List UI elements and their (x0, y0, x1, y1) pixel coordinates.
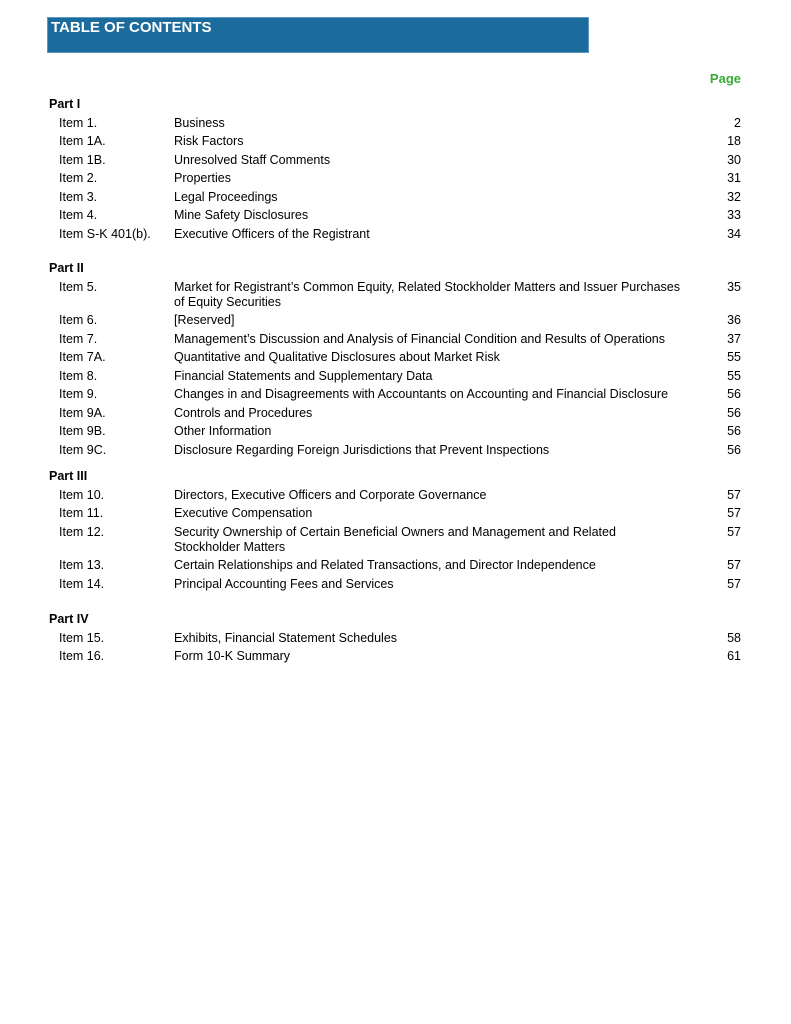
item-page: 55 (727, 368, 741, 383)
toc-row[interactable] (49, 486, 741, 505)
item-page: 57 (727, 576, 741, 591)
item-page: 30 (727, 152, 741, 167)
item-page: 37 (727, 331, 741, 346)
item-number: Item 9C. (59, 442, 107, 457)
item-title[interactable]: Management’s Discussion and Analysis of Financial Condition and Results of Operations (174, 331, 666, 346)
part-heading: Part I (49, 97, 81, 111)
item-title[interactable]: Controls and Procedures (174, 405, 313, 420)
toc-row[interactable] (49, 278, 741, 312)
item-number: Item 16. (59, 649, 105, 663)
item-number: Item 9A. (59, 405, 106, 420)
item-number: Item 1B. (59, 152, 106, 167)
toc-row[interactable] (49, 575, 741, 594)
toc-row[interactable] (49, 385, 741, 404)
toc-part (49, 259, 741, 459)
item-title[interactable]: Form 10-K Summary (174, 649, 290, 663)
item-page: 2 (734, 115, 741, 130)
item-number: Item S-K 401(b). (59, 226, 151, 241)
page-title: TABLE OF CONTENTS (51, 19, 212, 36)
toc-row[interactable] (49, 206, 741, 225)
item-title[interactable]: Executive Compensation (174, 506, 313, 520)
item-page: 31 (727, 171, 741, 185)
item-title[interactable]: Executive Officers of the Registrant (174, 226, 370, 241)
toc-row[interactable] (49, 330, 741, 349)
table-of-contents (49, 95, 741, 666)
toc-row[interactable] (49, 151, 741, 170)
item-title[interactable]: Exhibits, Financial Statement Schedules (174, 630, 398, 645)
item-number: Item 1. (59, 115, 98, 130)
item-page: 58 (727, 630, 741, 645)
toc-part (49, 610, 741, 666)
page-column-header: Page (709, 71, 741, 86)
toc-row[interactable] (49, 311, 741, 330)
item-title[interactable]: Changes in and Disagreements with Accountants on Accounting and Financial Disclosure (174, 387, 669, 401)
toc-row[interactable] (49, 132, 741, 151)
item-number: Item 9B. (59, 424, 106, 438)
item-number: Item 14. (59, 576, 105, 591)
toc-row[interactable] (49, 523, 741, 557)
item-number: Item 10. (59, 487, 105, 502)
item-page: 33 (727, 208, 741, 222)
item-title[interactable]: Quantitative and Qualitative Disclosures about Market Risk (174, 350, 500, 364)
item-number: Item 8. (59, 368, 98, 383)
toc-row[interactable] (49, 441, 741, 460)
item-title[interactable]: Directors, Executive Officers and Corporate Governance (174, 487, 487, 502)
toc-row[interactable] (49, 367, 741, 386)
item-page: 55 (727, 350, 741, 364)
item-title[interactable]: Properties (174, 171, 231, 185)
item-number: Item 12. (59, 524, 105, 539)
toc-row[interactable] (49, 169, 741, 188)
item-number: Item 13. (59, 558, 105, 572)
item-page: 56 (727, 405, 741, 420)
item-page: 36 (727, 313, 741, 327)
item-number: Item 7. (59, 331, 98, 346)
toc-row[interactable] (49, 225, 741, 244)
item-number: Item 1A. (59, 134, 106, 148)
part-heading: Part III (49, 469, 88, 483)
item-page: 61 (727, 649, 741, 663)
item-page: 56 (727, 442, 741, 457)
item-title[interactable]: Unresolved Staff Comments (174, 152, 331, 167)
toc-row[interactable] (49, 647, 741, 666)
item-title[interactable]: Business (174, 115, 225, 130)
toc-row[interactable] (49, 348, 741, 367)
item-title[interactable]: Mine Safety Disclosures (174, 208, 309, 222)
item-number: Item 7A. (59, 350, 106, 364)
item-number: Item 4. (59, 208, 98, 222)
toc-row[interactable] (49, 404, 741, 423)
item-page: 57 (727, 487, 741, 502)
item-title[interactable]: Principal Accounting Fees and Services (174, 576, 394, 591)
item-number: Item 11. (59, 506, 104, 520)
item-page: 57 (727, 558, 741, 572)
item-page: 57 (727, 506, 741, 520)
item-number: Item 5. (59, 279, 98, 294)
toc-row[interactable] (49, 556, 741, 575)
item-page: 57 (727, 524, 741, 539)
item-title[interactable]: Market for Registrant’s Common Equity, Related Stockholder Matters and Issuer Purchases of Equity Securities (174, 279, 681, 309)
toc-part (49, 467, 741, 593)
item-title[interactable]: Financial Statements and Supplementary Data (174, 368, 433, 383)
toc-row[interactable] (49, 114, 741, 133)
item-number: Item 15. (59, 630, 105, 645)
part-heading: Part IV (49, 612, 89, 626)
item-page: 35 (727, 279, 741, 294)
item-page: 18 (727, 134, 741, 148)
item-title[interactable]: Legal Proceedings (174, 189, 278, 204)
toc-row[interactable] (49, 504, 741, 523)
toc-row[interactable] (49, 422, 741, 441)
item-title[interactable]: Risk Factors (174, 134, 244, 148)
toc-banner (47, 17, 589, 53)
toc-row[interactable] (49, 188, 741, 207)
item-number: Item 9. (59, 387, 98, 401)
item-number: Item 6. (59, 313, 98, 327)
item-page: 34 (727, 226, 741, 241)
item-number: Item 3. (59, 189, 98, 204)
part-heading: Part II (49, 261, 84, 275)
toc-part (49, 95, 741, 243)
toc-row[interactable] (49, 629, 741, 648)
item-page: 56 (727, 387, 741, 401)
item-page: 32 (727, 189, 741, 204)
item-title[interactable]: Certain Relationships and Related Transactions, and Director Independence (174, 558, 596, 572)
item-page: 56 (727, 424, 741, 438)
item-title[interactable]: Other Information (174, 424, 272, 438)
item-title[interactable]: Disclosure Regarding Foreign Jurisdictions that Prevent Inspections (174, 442, 550, 457)
item-number: Item 2. (59, 171, 98, 185)
item-title[interactable]: [Reserved] (174, 313, 235, 327)
item-title[interactable]: Security Ownership of Certain Beneficial Owners and Management and Related Stockholder Matters (174, 524, 616, 554)
